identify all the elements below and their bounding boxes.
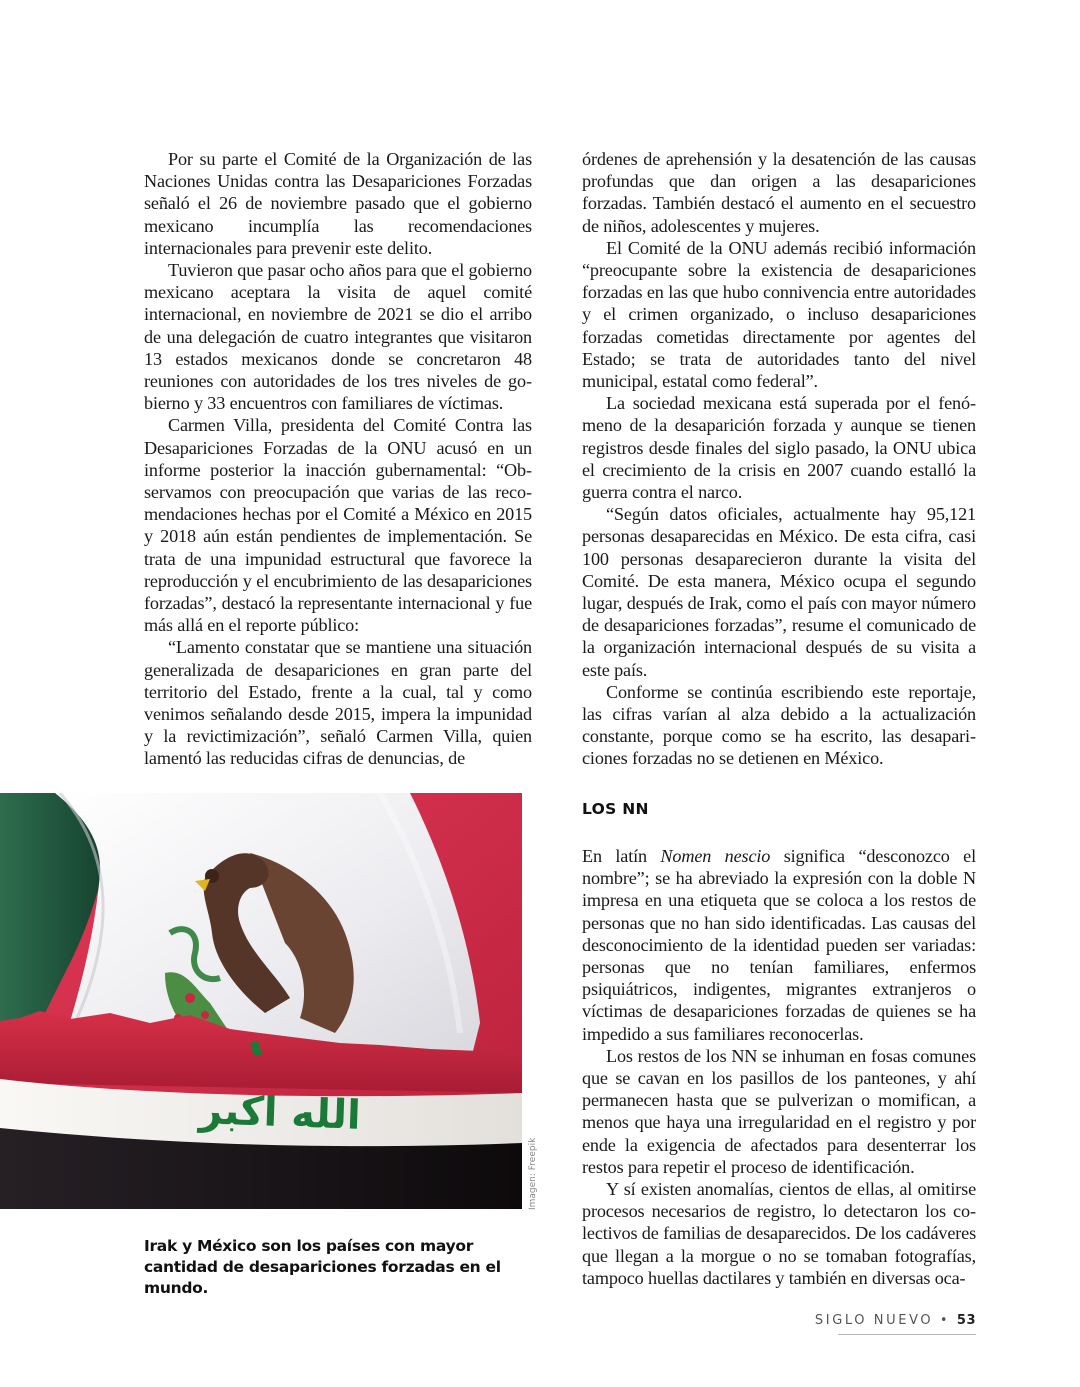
article-paragraph: Tuvieron que pasar ocho años para que el gobierno mexicano aceptara la visita de aquel comité internacional, en noviembre de 2021 se dio el arribo de una delegación de cuatro integrantes que visitaron 13 estados mexicanos donde se concretaron 48 reuniones con autoridades de los tres niveles de gobierno y 33 encuentros con familiares de víctimas.: [144, 260, 532, 414]
article-paragraph: El Comité de la ONU además recibió información “preocupante sobre la existencia de desapariciones forzadas en las que hubo connivencia entre autoridades y el crimen organizado, o incluso desapariciones forzadas cometidas directamente por agentes del Estado; se trata de autoridades tanto del nivel municipal, estatal como federal”.: [582, 237, 976, 392]
article-paragraph-continued: órdenes de aprehensión y la desatención de las causas profundas que dan origen a las desapariciones forzadas. También destacó el aumento en el secuestro de niños, adolescentes y mujeres.: [582, 149, 976, 236]
iraq-flag-text: الله اكبر: [198, 1087, 362, 1139]
text-run: En latín: [582, 846, 661, 866]
article-column-left: [144, 148, 532, 770]
article-paragraph: “Según datos oficiales, actualmente hay 95,121 personas desaparecidas en México. De esta cifra, casi 100 personas desaparecieron durante la visita del Comité. De esta manera, México ocupa el segundo lugar, después de Irak, como el país con mayor número de desapariciones forzadas”, resume el comunicado de la organización internacional después de su visita a este país.: [582, 504, 976, 680]
article-paragraph: Y sí existen anomalías, cientos de ellas, al omitirse procesos necesarios de registro, lo detectaron los colectivos de familias de desaparecidos. De los cadáveres que llegan a la morgue o no se tomaban fotografías, tampoco huellas dactilares y también en diversas oca-: [582, 1179, 976, 1288]
publication-name: SIGLO NUEVO •: [814, 1313, 951, 1328]
page-footer: [815, 1313, 976, 1328]
article-paragraph: Carmen Villa, presidenta del Comité Contra las Desapariciones Forzadas de la ONU acusó en un informe posterior la inacción gubernamental: “Observamos con preocupación que varias de las recomendaciones hechas por el Comité a México en 2015 y 2018 aún están pendientes de implementación. Se trata de una impunidad estructural que favorece la reproducción y el encubrimiento de las desapariciones forzadas”, destacó la representante internacional y fue más allá en el reporte público:: [144, 415, 532, 636]
page-number: 53: [956, 1313, 976, 1328]
figure-caption: Irak y México son los países con mayor cantidad de desapariciones forzadas en el mundo.: [144, 1237, 501, 1297]
photo-credit: Imagen: Freepik: [528, 1137, 538, 1210]
article-paragraph: [582, 845, 976, 1045]
article-paragraph: “Lamento constatar que se mantiene una situación generalizada de desapariciones en gran parte del territorio del Estado, frente a la cual, tal y como venimos señalando desde 2015, impera la impunidad y la revictimización”, señaló Carmen Villa, quien lamentó las reducidas cifras de denuncias, de: [144, 637, 532, 769]
flags-photo: [0, 793, 522, 1209]
footer-divider: [838, 1334, 976, 1335]
text-run: significa “desconozco el nombre”; se ha abreviado la expresión con la doble N impresa en una etiqueta que se coloca a los restos de personas que no han sido identificadas. Las causas del desconocimiento de la identidad pueden ser variadas: personas que no tenían familiares, enfermos psiquiátricos, indigentes, migrantes extranjeros o víctimas de desapariciones forzadas de quienes se ha impedido a sus familiares reconocerlas.: [582, 846, 976, 1044]
article-paragraph: Por su parte el Comité de la Organización de las Naciones Unidas contra las Desapariciones Forzadas señaló el 26 de noviembre pasado que el gobierno mexicano incumplía las recomendaciones internacionales para prevenir este delito.: [144, 149, 532, 258]
latin-term: Nomen nescio: [660, 846, 771, 866]
article-column-right: [582, 148, 976, 770]
section-heading: LOS NN: [582, 800, 649, 818]
article-paragraph: La sociedad mexicana está superada por el fenómeno de la desaparición forzada y aunque se tienen registros desde finales del siglo pasado, la ONU ubica el crecimiento de la crisis en 2007 cuando estalló la guerra contra el narco.: [582, 393, 976, 503]
article-column-right-lower: [582, 845, 976, 1289]
article-paragraph: Conforme se continúa escribiendo este reportaje, las cifras varían al alza debido a la actualización constante, porque como se ha escrito, las desapariciones forzadas no se detienen en México.: [582, 681, 976, 769]
article-paragraph: Los restos de los NN se inhuman en fosas comunes que se cavan en los pasillos de los panteones, y ahí permanecen hasta que se pulverizan o momifican, a menos que haya una irregularidad en el registro y por ende la exigencia de afectados para desenterrar los restos para repetir el proceso de identificación.: [582, 1045, 976, 1177]
